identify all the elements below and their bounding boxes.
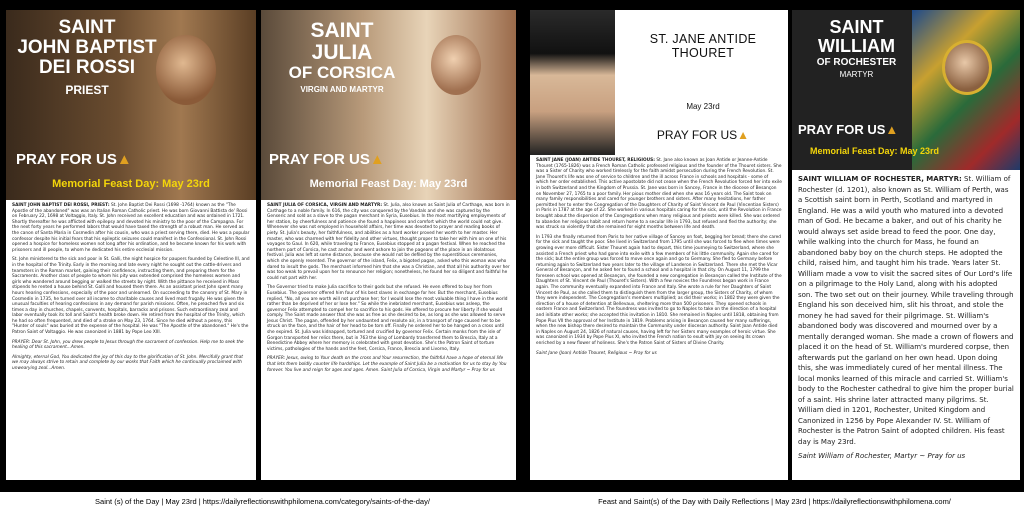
saint-card-william bbox=[792, 10, 1020, 480]
portrait-face bbox=[942, 40, 992, 95]
feast-date: May 23rd bbox=[686, 102, 720, 111]
saint-card-john-baptist bbox=[6, 10, 256, 480]
saint-card-jane-antide bbox=[530, 10, 788, 480]
portrait-face bbox=[431, 35, 481, 95]
saint-card-julia bbox=[261, 10, 516, 480]
card-title: ST. JANE ANTIDE THOURET bbox=[649, 32, 757, 60]
card-header bbox=[6, 10, 256, 200]
card-text: SAINT JULIA OF CORSICA, VIRGIN AND MARTYR: St. Julia, also known as Saint Julia of Carthage, was born in Carthage to a noble family. In 616, the city was conquered by the Vandals and she was captured by the Genseric and sold as a slave to the pagan merchant in Syria, Eusebius. In the most mortifying employments of her station, by cheerfulness and patience she found a happiness and comfort which the world could not give. Whenever she was not employed in household affairs, her time was devoted to prayer and reading books of piety. St. Julia's beauty, her faithfulness, and abilities as a hard worker proved her worth to her master. Her master, who was charmed with her fidelity and other virtues, thought proper to take her with him on one of his voyages to Gaul. In 620, while traveling to France, Eusebius stopped at a pagan festival. When he reached the northern part of Corsica, he cast anchor and went ashore to join the pageans of the place in an idolatrous festival. Julia was left at some distance, because she would not be defiled by the superstitious ceremonies, which she openly resented. The governor of the island, Felix, a bigoted pagan, asked who this woman was who dared to insult the gods. The merchant informed him that she was a Christian, and that all his authority over her was too weak to prevail upon her to renounce her religion; nonetheless, he found her so diligent and faithful he could not part with her. The Governor tried to make Julia sacrifice to their gods but she refused. He even offered to buy her from Eusebius. The governor offered him four of his best slaves in exchange for her. But the merchant, Eusebius replied, "No, all you are worth will not purchase her; for I would lose the most valuable thing I have in the world rather than be deprived of her or lose her." So while the inebriated merchant, Eusebius was asleep, the governor Felix attempted to compel her to sacrifice to his gods. He offered to procure her liberty if she would comply. The Saint made answer that she was as free as she desired to be, as long as she was allowed to serve Jesus Christ. The pagan, offended by her undaunted and resolute air, in a transport of rage caused her to be struck on the face, and the hair of her head to be torn off. Finally he ordered her to be hanged on a cross until she expired. St. Julia was kidnapped, tortured and crucified by governor Felix. Certain monks from the isle of Gorgon transported her relics there, but in 763 the king of Lombardy transferred them to Brescia, Italy at a Benedictine Abbey where her memory is celebrated with great devotion. She's the Patron Saint of torture victims, pathologies of the hands and the feet, Corsica, France, Brescia and Livorno, Italy. PRAYER: Jesus, owing to Your death on the cross and Your resurrection, the faithful have a hope of eternal life that lets them boldly counter life hardships. Let the example of Saint Julia be a motivation for us to stay by You forever. You live and reign for ages and ages. Amen. Saint Julia of Corsica, Virgin and Martyr ~ Pray for us bbox=[267, 203, 510, 373]
pray-for-us: PRAY FOR US▲ bbox=[798, 122, 899, 137]
feast-day: Memorial Feast Day: May 23rd bbox=[309, 178, 468, 190]
card-text: SAINT JOHN BAPTIST DEI ROSSI, PRIEST: St. John Baptist Dei Rossi (1698 -1764) known as the "The Apostle of the abandoned" was was an Italian Roman Catholic priest. He was born Giovanni Battista de' Rossi on February 22, 1698 at Voltaggio, Italy. St. John received an excellent education and was ordained in 1721. Shortly thereafter he was afflicted with epilepsy and devoted his ministry to the poor of the Campagna. For the next forty years he performed labors that would have taxed the strength of a robust man. He served as the canon of Santa Maria in Cosmedin after his cousin, who was a priest serving there, died. He was a popular confessor despite his initial fears that his epileptic seizures could manifest in the Confessional. St. John Rossi opened a hospice for homeless women not long after his ordination, and he became known for his work with prisoners and ill people, to whom he dedicated his entire ecclesial mission. St. John ministered to the sick and poor in St. Galli, the night hospice for paupers founded by Celestine III, and in the hospital of the Trinity. Early in the morning and late every night he sought out the cattle-drivers and teamsters in the Roman market, gaining their confidence, instructing them, and preparing them for the Sacraments. Another class of people to whom his pity was extended comprised the homeless women and girls who wandered around begging or walked the streets by night. With the pittance he received in Mass stipends he rented a house behind St. Galli and housed them there. As an assistant priest John spent many hours hearing confessions, especially of the poor and unlearned. On succeeding to the canonry of St. Mary in Cosmedin in 1735, he turned over all income to charitable causes and lived most frugally. He was given the unusual faculties of hearing confessions in any demand for parish missions. Often, he preached five and six times a day in churches, chapels, convents, hospitals, barracks and prisons. Such extraordinary zeal and labor eventually took its toll and Saint's health broke down. He retired from the hospital of the Trinity, which he had so often frequented, and died of a stroke on May 23, 1764. Since he died without a penny, this "Hunter of souls" was buried at the expense of the hospital. He was "The Apostle of the abandoned." He's the Patron Saint of Voltaggio. He was canonized in 1881 by Pope Leo XIII. PRAYER: Dear St. John, you drew people to Jesus through the sacrament of confession. Help me to seek the healing of this sacrament...Amen. Almighty, eternal God, You dedicated the joy of this day to the glorification of St. John. Mercifully grant that we may always strive to retain and complete by our works that Faith which he continually proclaimed with unwearying zeal...Amen. bbox=[12, 203, 250, 372]
feast-day: Memorial Feast Day: May 23rd bbox=[809, 146, 940, 156]
pray-for-us: PRAY FOR US▲ bbox=[269, 151, 385, 168]
footer-caption-left: Saint (s) of the Day | May 23rd | https://dailyreflectionswithphilomena.com/category/saints-of-the-day/ bbox=[0, 492, 525, 512]
pray-for-us: PRAY FOR US▲ bbox=[656, 128, 750, 142]
card-title: SAINT JOHN BAPTIST DEI ROSSI PRIEST bbox=[17, 17, 157, 97]
saint-portrait bbox=[530, 10, 615, 155]
card-title: SAINT JULIA OF CORSICA VIRGIN AND MARTYR bbox=[288, 19, 396, 94]
card-text: SAINT WILLIAM OF ROCHESTER, MARTYR: St. William of Rochester (d. 1201), also known as St. William of Perth, was a Scottish saint born in Perth, Scotland and martyred in England. He was a wild youth who matured into a devoted man of God. He became a baker, and out of his charity he would always set aside bread to feed the poor. One day, while walking into the church for Mass, he found an abandoned baby boy on the church steps. He adopted the child, raised him, and taught him his trade. Years later St. William made a vow to visit the sacred sites of Our Lord's life on a pilgrimage to the Holy Land, along with his adopted son. The two set out on their journey. While traveling through England his son deceived him, slit his throat, and stole the money he had saved for their pilgrimage. St. William's abandoned body was discovered and mourned over by a mentally deranged woman. She made a crown of flowers and placed it on the head of St. William's murdered corpse, then afterwards put the garland on her own head. Upon doing this, she was immediately cured of her mental illness. The local monks learned of this miracle and carried St. William's body to the Rochester cathedral to give him the proper burial of a saint. His shrine later attracted many pilgrims. St. William died in 1201, Rochester, United Kingdom and Canonized in 1256 by Pope Alexander IV. St. William of Rochester is the Patron Saint of adopted children. His feast day is May 23rd. Saint William of Rochester, Martyr ~ Pray for us bbox=[798, 175, 1014, 460]
card-title: SAINT WILLIAM OF ROCHESTER MARTYR bbox=[816, 17, 897, 80]
footer-caption-right: Feast and Saint(s) of the Day with Daily Reflections | May 23rd | https://dailyreflectionswithphilomena.com/ bbox=[525, 492, 1024, 512]
card-header bbox=[530, 10, 788, 155]
feast-day: Memorial Feast Day: May 23rd bbox=[52, 178, 210, 190]
portrait-face bbox=[156, 35, 216, 105]
card-text: SAINT JANE (JOAN) ANTIDE THOURET, RELIGIOUS: St. Jane also known as Joan Antide or Jeanne-Antide Thouret (1765-1826) was a French Roman Catholic professed religious and the founder of the Thouret sisters. She was a Sister of Charity who worked tirelessly for the faith amidst persecution during the French Revolution. St. Jane Thouret's life was one of service to children and the ill across France in schools and hospitals - some of which her order established. This active apostolate did not cease when the French Revolution forced her into exile in both Switzerland and the Kingdom of Prussia. St. Jane was born in Sancey, France in the diocese of Besançon on November 27, 1765 to a poor family. Her pious mother died when she was 16 years old. The Saint took on many family responsibilities and cared for younger brothers and sisters. After many hesitations, her father permitted her to enter the Congregation of the Daughters of Charity of Saint Vincent de Paul (Vincentian Sisters) in Paris in 1787 at the age of 22. She worked in various hospitals caring for the sick, until the Revolution in France brought about the dispersion of the Congregations when many religious and priests were killed. She was ordered to abandon her religious habit and return home to a secular life in 1793, but refused and fled the authority; she was struck so violently that she remained for eight months between life and death. In 1793 she finally returned from Paris to her native village of Sancey on foot, begging her bread; there she cared for the sick and taught the poor. She lived in Switzerland from 1795 until she was forced to flee when times were growing ever more difficult. Sister Thouret again had to depart, this time journeying to Switzerland, where she assisted a French priest who had gone into exile with a few members of his little community. Again she cared for the sick; but the entire group was forced to move once again and go to Germany. She fled to Germany before returning again to Switzerland two years later to the village of Landeron in Switzerland. There she met the Vicar General of Besançon, and he asked her to found a school and a hospital in that city. On August 11, 1799 the foreseen school was opened at Besançon, she founded a new congregation in Besançon called the Institute of the Daughters of St. Vincent de Paul (Thouret's Sisters). With a few novices the Foundress began work in France again. The community eventually expanded into France and Italy. She wrote a rule for her Daughters of Saint Vincent de Paul, as she called them to distinguish them from the larger group, the Sisters of Charity, of whom they were independent. The Congregation's members multiplied; as did their works; in 1802 they were given the direction of a house of detention at Bellevaux, sheltering more than 500 prisoners. They opened schools in eastern France and Switzerland. The foundress was invited to go to Naples to take on the direction of a hospital and initiate other works; she accepted this invitation in 1810. She remained in Naples until 1818, obtaining from Pope Pius VII the approval of her Institute in 1819. Problems arising in Besançon caused her many sufferings, when the new bishop there desired to maintain the Community under diocesan authority. Saint Joan Antide died in Naples on August 24, 1826 of natural causes, having left for her Sisters many examples of heroic virtue. She was canonized in 1934 by Pope Pius XI, who invited the French nation to exult with joy on seeing its crown enriched by a new flower of holiness. She's the Patron Saint of Sisters of Divine Charity. Saint Jane (Joan) Antide Thouret, Religious ~ Pray for us bbox=[536, 158, 782, 356]
card-header bbox=[261, 10, 516, 200]
card-header bbox=[792, 10, 1020, 170]
pray-for-us: PRAY FOR US▲ bbox=[16, 151, 132, 168]
